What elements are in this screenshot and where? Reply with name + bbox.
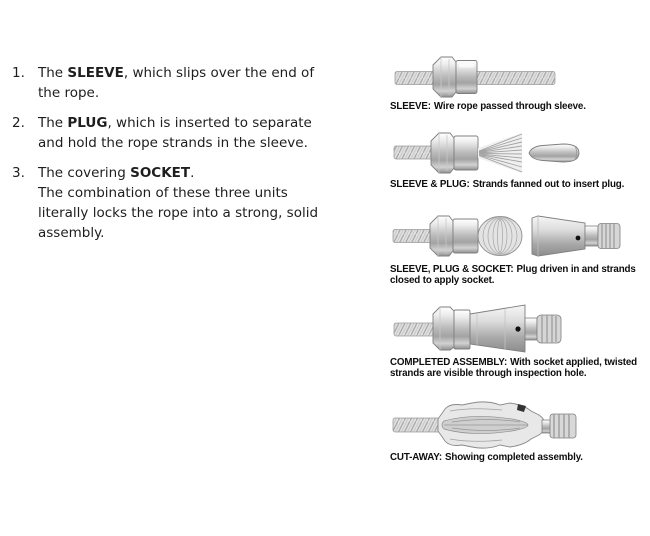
wire-rope [394,146,436,159]
sleeve-fitting [431,133,478,173]
figure-caption-sleeve-plug-socket [390,264,650,286]
wire-rope [393,230,435,243]
figure-caption-sleeve-plug [390,179,650,190]
caption-text: Strands fanned out to insert plug. [472,179,625,190]
sleeve-fitting [433,307,470,350]
wire-rope [394,323,438,336]
closed-strands-bulb [478,217,522,256]
completed-assembly-illustration [393,299,568,356]
inspection-hole [515,326,520,331]
cut-away-body [438,402,545,448]
socket-line: The covering SOCKET. [38,165,195,181]
socket-applied [470,305,561,352]
plug-part [529,144,579,162]
caption-text: Showing completed assembly. [445,452,583,463]
list-item-sleeve [12,63,324,103]
wire-rope [393,418,443,432]
sleeve-fitting [433,57,477,97]
caption-text: Plug driven in and strands closed to apply socket. [390,264,636,286]
list-item-number: 1. [12,65,25,81]
term-plug: PLUG [67,115,108,131]
figure-caption-completed-assembly [390,357,650,379]
sleeve-plug-socket-illustration [392,210,627,262]
list-item-text: The SLEEVE, which slips over the end of the rope. [38,65,315,101]
threaded-end [542,414,576,438]
list-item-number: 2. [12,115,25,131]
list-item-number: 3. [12,165,25,181]
caption-text: Wire rope passed through sleeve. [433,101,586,112]
inspection-hole [576,236,581,241]
list-item-text: The PLUG, which is inserted to separate and hold the rope strands in the sleeve. [38,115,312,151]
sleeve-fitting [430,216,478,256]
caption-label: SLEEVE, PLUG & SOCKET: [390,264,514,275]
combination-line: The combination of these three units literally locks the rope into a strong, solid assembly. [38,185,319,241]
caption-label: CUT-AWAY: [390,452,442,463]
caption-label: SLEEVE: [390,101,431,112]
fanned-strands [478,133,522,173]
caption-text: With socket applied, twisted strands are visible through inspection hole. [390,357,637,379]
term-sleeve: SLEEVE [67,65,124,81]
list-item-text [38,163,320,243]
list-item-plug [12,113,324,153]
figure-caption-sleeve [390,101,650,112]
sleeve-illustration [393,54,593,100]
instruction-list [12,63,324,253]
figure-caption-cut-away [390,452,650,463]
sleeve-and-plug-illustration [393,129,588,177]
term-socket: SOCKET [130,165,191,181]
caption-label: SLEEVE & PLUG: [390,179,470,190]
caption-label: COMPLETED ASSEMBLY: [390,357,508,368]
socket-part [532,216,620,256]
cut-away-illustration [392,397,582,454]
list-item-socket [12,163,324,243]
